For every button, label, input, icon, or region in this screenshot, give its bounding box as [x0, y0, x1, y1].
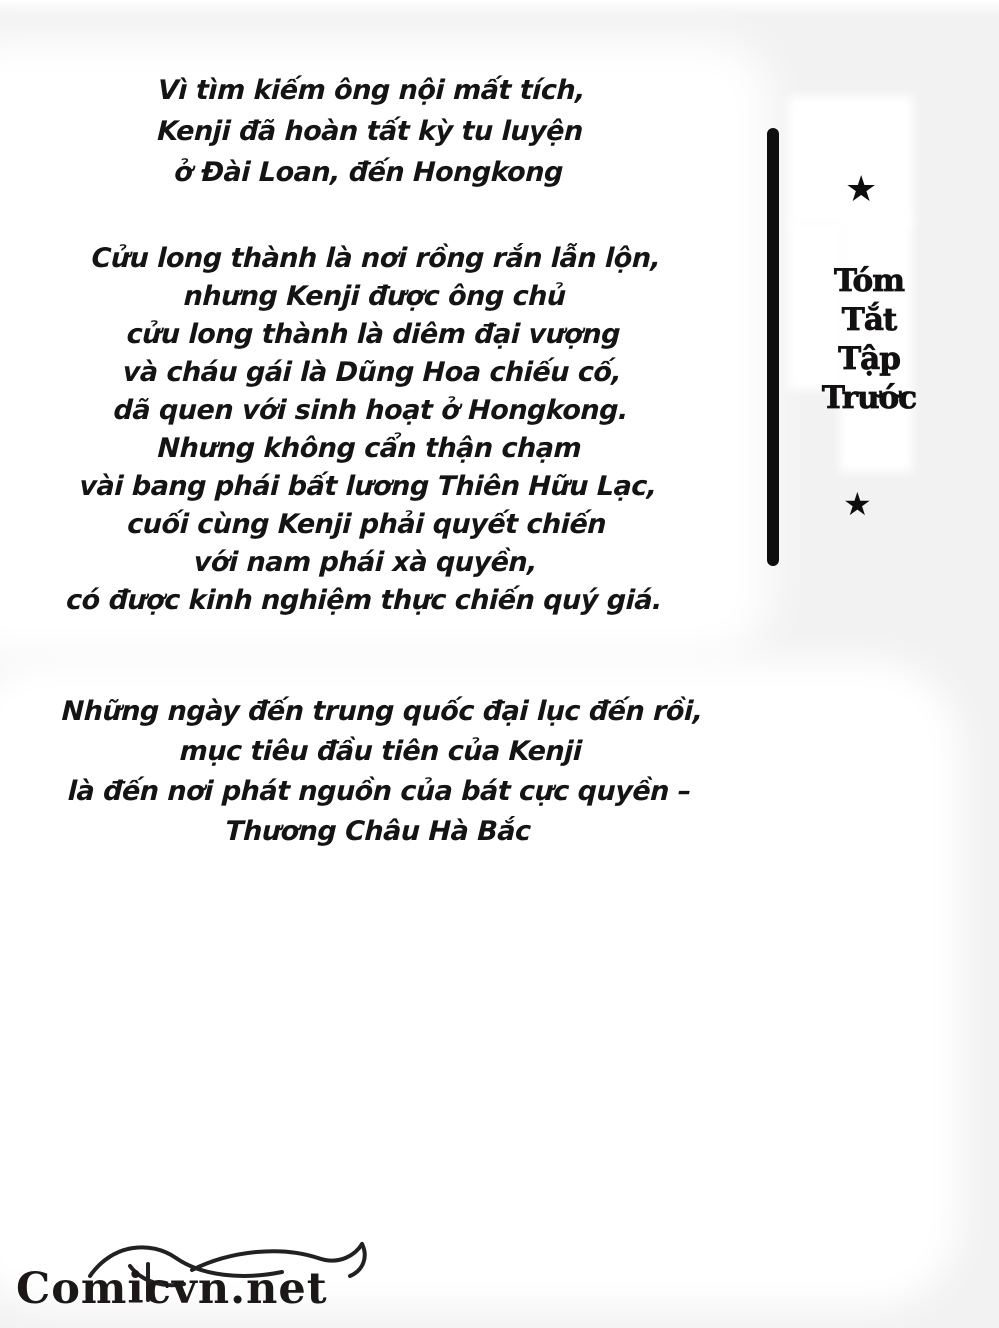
recap-paragraph-3	[7, 692, 753, 852]
recap-line: ở Đài Loan, đến Hongkong	[173, 157, 564, 188]
recap-paragraph-1	[18, 70, 722, 193]
chapter-title-word: Tắt	[841, 302, 897, 338]
recap-line: với nam phái xà quyền,	[193, 547, 538, 578]
chapter-title-word: Trước	[821, 380, 917, 416]
watermark-text: Comicvn.net	[16, 1264, 328, 1314]
chapter-title	[793, 262, 945, 418]
recap-line: là đến nơi phát nguồn của bát cực quyền –	[67, 776, 692, 807]
recap-line: Kenji đã hoàn tất kỳ tu luyện	[156, 116, 584, 147]
recap-line: Những ngày đến trung quốc đại lục đến rồi,	[61, 696, 704, 727]
site-watermark	[12, 1252, 372, 1322]
recap-line: dã quen với sinh hoạt ở Hongkong.	[113, 395, 629, 426]
recap-line: Cửu long thành là nơi rồng rắn lẫn lộn,	[91, 243, 661, 274]
recap-line: Vì tìm kiếm ông nội mất tích,	[157, 75, 586, 106]
chapter-title-word: Tập	[838, 341, 900, 377]
recap-line: mục tiêu đầu tiên của Kenji	[179, 736, 583, 767]
chapter-title-word: Tóm	[834, 263, 904, 299]
recap-paragraph-2	[13, 240, 726, 620]
star-icon: ★	[845, 169, 878, 210]
recap-line: có được kinh nghiệm thực chiến quý giá.	[65, 585, 663, 616]
recap-line: Nhưng không cẩn thận chạm	[157, 433, 582, 464]
recap-line: cửu long thành là diêm đại vượng	[126, 319, 621, 350]
recap-line: vài bang phái bất lương Thiên Hữu Lạc,	[78, 471, 658, 502]
star-icon: ★	[843, 485, 872, 523]
divider-bar	[767, 128, 779, 566]
recap-line: Thương Châu Hà Bắc	[224, 816, 532, 847]
recap-line: cuối cùng Kenji phải quyết chiến	[126, 509, 607, 540]
recap-line: nhưng Kenji được ông chủ	[183, 281, 567, 312]
recap-line: và cháu gái là Dũng Hoa chiếu cố,	[122, 357, 622, 388]
